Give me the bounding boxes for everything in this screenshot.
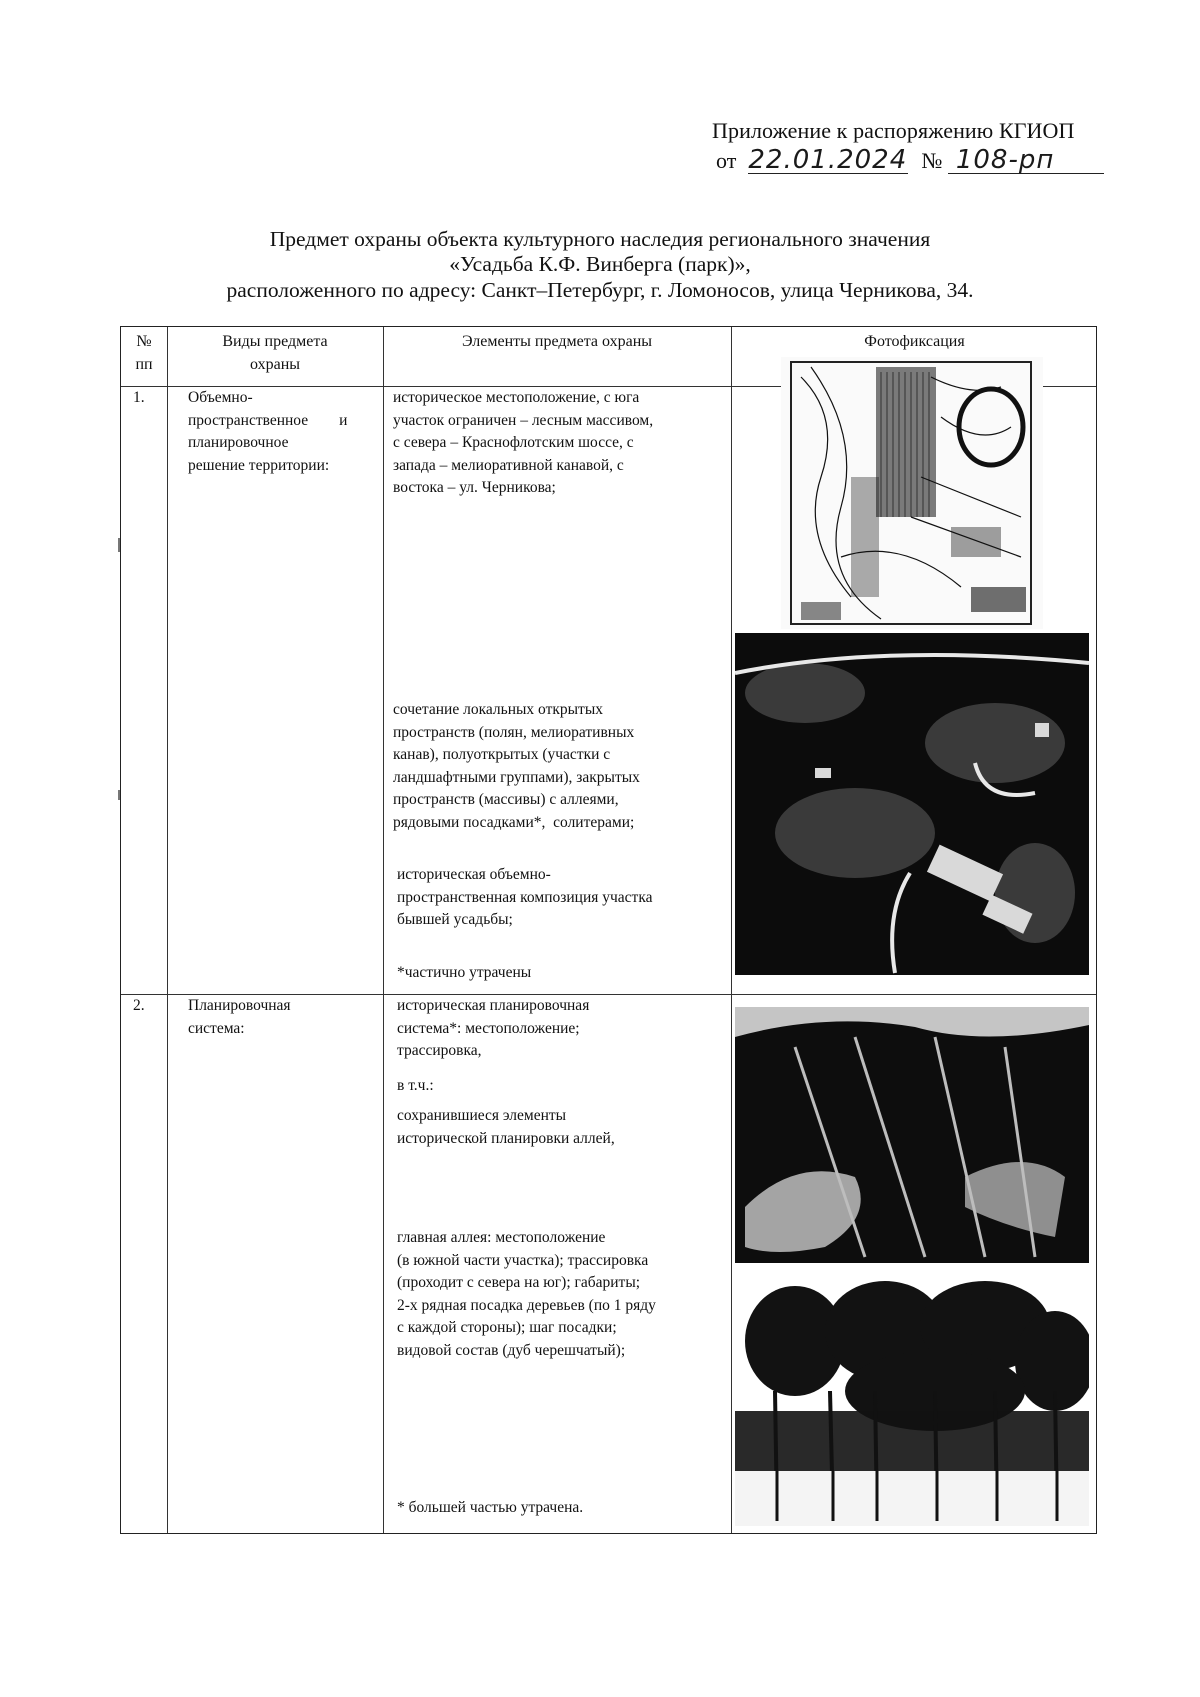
text-line: историческая планировочная xyxy=(397,997,590,1014)
header-num-line1: № xyxy=(136,333,152,350)
text-line: с каждой стороны); шаг посадки; xyxy=(397,1319,617,1336)
header-elements: Элементы предмета охраны xyxy=(461,333,653,350)
order-reference xyxy=(716,147,1104,174)
text-line: пространств (полян, мелиоративных xyxy=(393,723,635,741)
document-title-line3: расположенного по адресу: Санкт–Петербург, г. Ломоносов, улица Черникова, 34. xyxy=(226,278,974,302)
header-kind-line2: охраны xyxy=(249,355,300,373)
appendix-title: Приложение к распоряжению КГИОП xyxy=(712,118,1075,143)
row1-number: 1. xyxy=(133,389,145,406)
text-line: система*: местоположение; xyxy=(397,1019,580,1037)
row1-kind xyxy=(188,387,372,477)
text-line: с севера – Краснофлотским шоссе, с xyxy=(393,434,634,451)
text-line: пространств (массивы) с аллеями, xyxy=(393,791,619,808)
header-num xyxy=(121,331,167,376)
text-line: исторической планировки аллей, xyxy=(397,1129,615,1147)
text-line: участок ограничен – лесным массивом, xyxy=(393,411,654,429)
text-line: видовой состав (дуб черешчатый); xyxy=(397,1341,626,1359)
row2-kind xyxy=(188,995,372,1040)
row1-kind-line: планировочное xyxy=(188,434,289,451)
text-line: главная аллея: местоположение xyxy=(397,1229,606,1246)
row1-kind-line: пространственное и xyxy=(188,411,348,429)
row1-block-location xyxy=(393,387,729,500)
number-sign: № xyxy=(921,148,943,173)
order-date: 22.01.2024 xyxy=(748,145,908,175)
column-divider xyxy=(731,327,732,1533)
row1-kind-line: Объемно- xyxy=(188,389,253,406)
row1-footnote: *частично утрачены xyxy=(397,964,532,981)
header-photo: Фотофиксация xyxy=(864,333,965,350)
order-number: 108-рп xyxy=(948,147,1104,174)
text-line: канав), полуоткрытых (участки с xyxy=(393,746,611,763)
row2-footnote: * большей частью утрачена. xyxy=(397,1499,584,1516)
column-divider xyxy=(167,327,168,1533)
text-line: запада – мелиоративной канавой, с xyxy=(393,456,624,474)
text-line: трассировка, xyxy=(397,1042,482,1059)
alley-photo-top-drawing xyxy=(735,1007,1089,1263)
header-num-line2: пп xyxy=(135,355,153,373)
text-line: рядовыми посадками*, солитерами; xyxy=(393,813,635,831)
row1-kind-line: решение территории: xyxy=(188,456,330,474)
row1-block-composition xyxy=(397,864,729,932)
text-line: сохранившиеся элементы xyxy=(397,1107,567,1124)
row2-block-main-alley xyxy=(397,1227,729,1362)
text-line: востока – ул. Черникова; xyxy=(393,479,556,496)
text-line: историческая объемно- xyxy=(397,866,551,883)
row2-kind-line: система: xyxy=(188,1019,245,1037)
text-line: ландшафтными группами), закрытых xyxy=(393,768,640,786)
text-line: историческое местоположение, с юга xyxy=(393,389,640,406)
alley-photo-bottom-drawing xyxy=(735,1271,1089,1526)
aerial-photo-drawing xyxy=(735,633,1089,975)
header-kind-line1: Виды предмета xyxy=(222,333,328,350)
text-line: (в южной части участка); трассировка xyxy=(397,1251,649,1269)
scan-mark xyxy=(118,538,120,552)
text-line: пространственная композиция участка xyxy=(397,888,653,906)
header-kind xyxy=(167,331,383,376)
document-title-line1: Предмет охраны объекта культурного наследия регионального значения xyxy=(269,227,931,251)
row2-block-alleys xyxy=(397,1105,729,1150)
document-title-line2: «Усадьба К.Ф. Винберга (парк)», xyxy=(449,252,751,276)
row2-number: 2. xyxy=(133,997,145,1014)
from-label: от xyxy=(716,148,737,173)
aerial-photo xyxy=(735,633,1089,975)
map-drawing xyxy=(781,357,1043,629)
column-divider xyxy=(383,327,384,1533)
scan-mark xyxy=(118,790,120,800)
row2-kind-line: Планировочная xyxy=(188,997,291,1014)
text-line: сочетание локальных открытых xyxy=(393,701,603,718)
alley-photo-bottom xyxy=(735,1271,1089,1526)
text-line: бывшей усадьбы; xyxy=(397,911,513,928)
site-plan-map xyxy=(781,357,1043,629)
text-line: 2-х рядная посадка деревьев (по 1 ряду xyxy=(397,1296,656,1314)
alley-photo-top xyxy=(735,1007,1089,1263)
text-line: (проходит с севера на юг); габариты; xyxy=(397,1274,641,1291)
row1-block-spaces xyxy=(393,699,729,834)
row2-block-planning xyxy=(397,995,729,1063)
protection-table xyxy=(120,326,1097,1534)
row2-block-including: в т.ч.: xyxy=(397,1077,434,1094)
